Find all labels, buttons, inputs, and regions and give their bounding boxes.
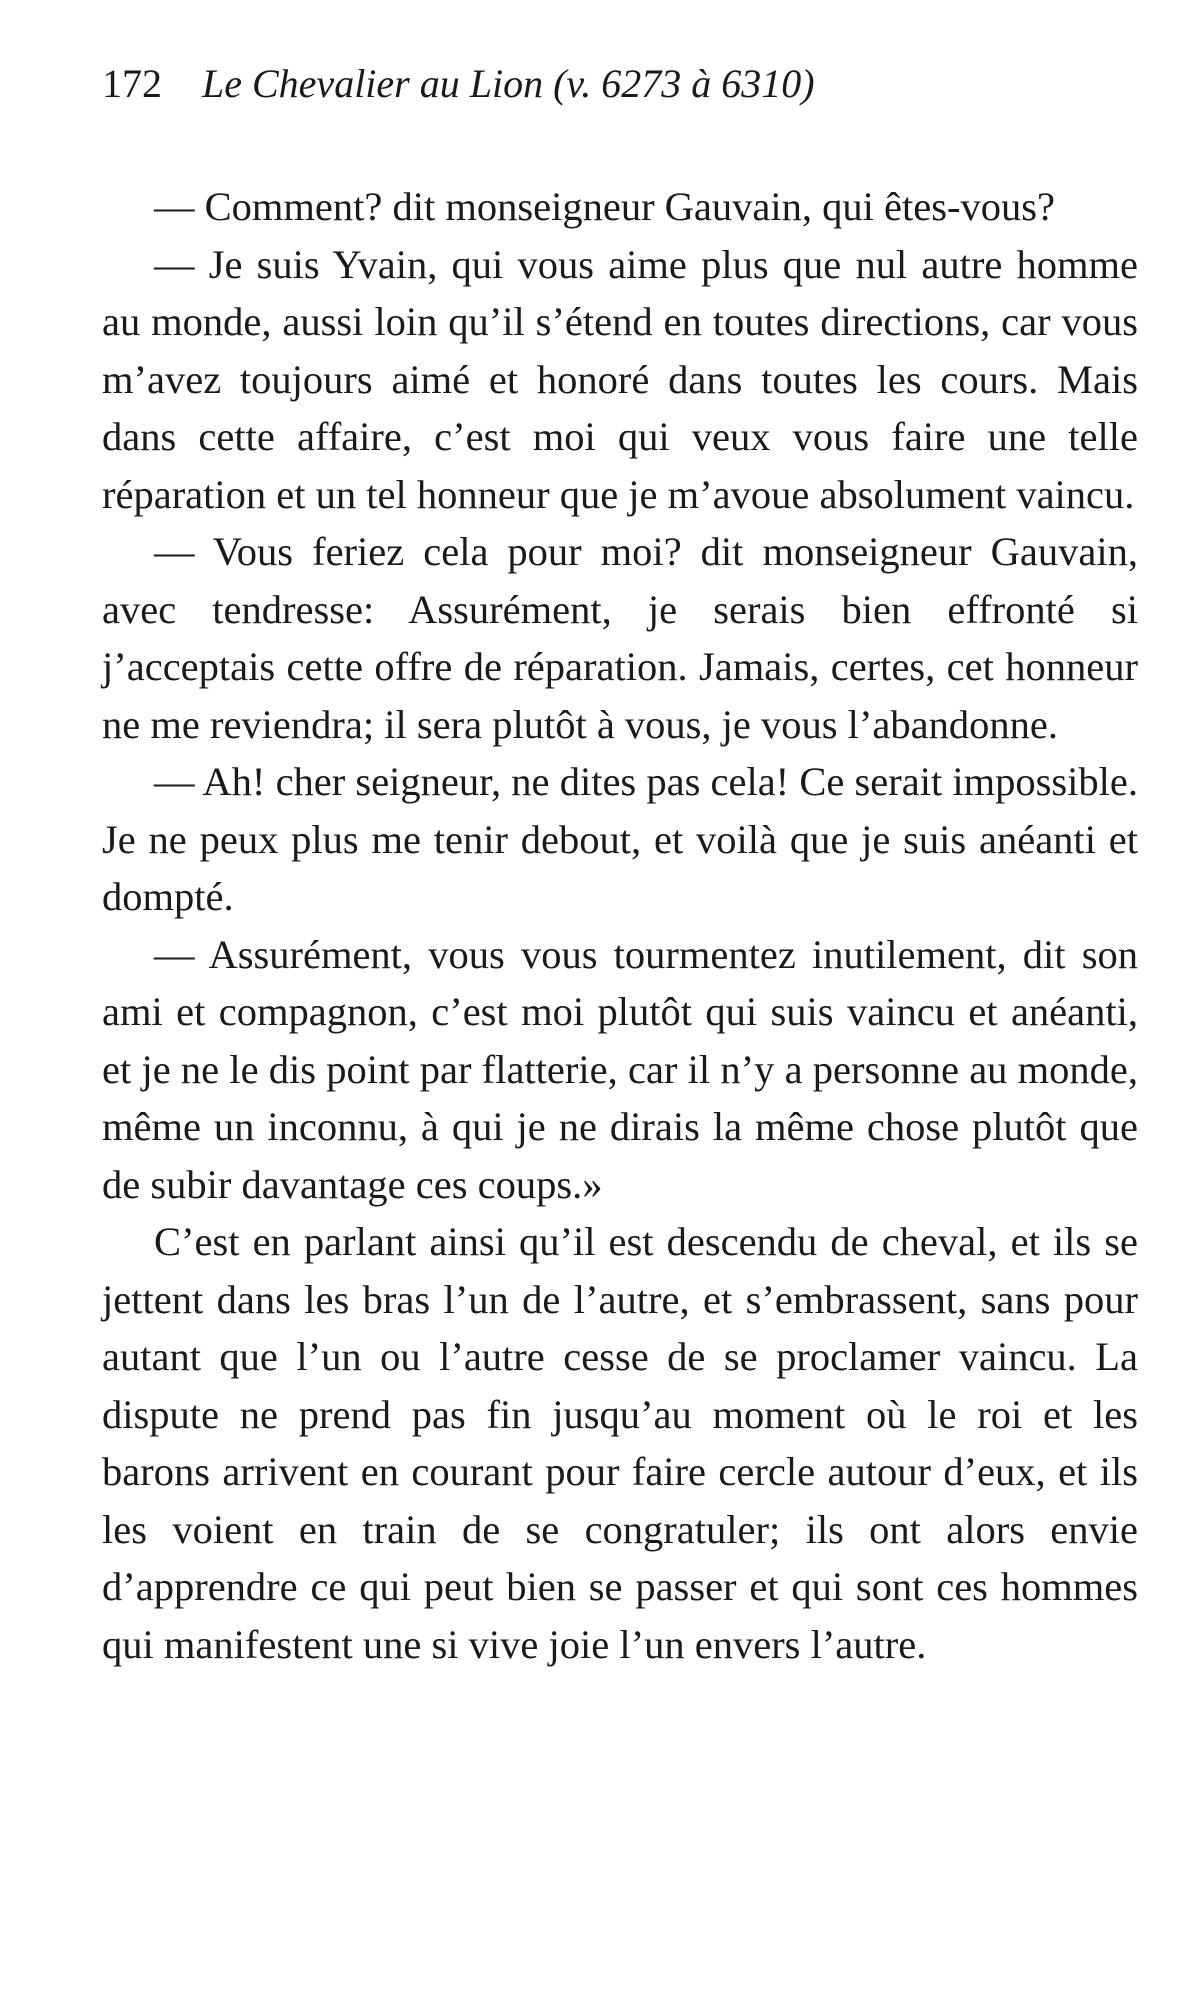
paragraph-yvain-reply: — Je suis Yvain, qui vous aime plus que nul autre homme au monde, aussi loin qu’il s’étend en toutes directions, car vous m’avez toujours aimé et honoré dans toutes les cours. Mais dans cette affaire, c’est moi qui veux vous faire une telle réparation et un tel honneur que je m’avoue absolument vaincu. bbox=[102, 241, 1138, 517]
paragraph-gauvain-question: — Comment? dit monseigneur Gauvain, qui êtes-vous? bbox=[154, 184, 1055, 229]
running-title: Le Chevalier au Lion (v. 6273 à 6310) bbox=[202, 61, 815, 106]
paragraph-yvain-protest: — Ah! cher seigneur, ne dites pas cela! Ce serait impossible. Je ne peux plus me tenir debout, et voilà que je suis anéanti et dompté. bbox=[102, 759, 1138, 919]
paragraph-gauvain-tenderness: — Vous feriez cela pour moi? dit monseigneur Gauvain, avec tendresse: Assurément, je serais bien effronté si j’acceptais cette offre de réparation. Jamais, certes, cet honneur ne me reviendra; il sera plutôt à vous, je vous l’abandonne. bbox=[102, 529, 1138, 747]
page-number: 172 bbox=[102, 61, 162, 106]
text-body bbox=[102, 178, 1138, 1673]
paragraph-companion-reply: — Assurément, vous vous tourmentez inutilement, dit son ami et compagnon, c’est moi plutôt qui suis vaincu et anéanti, et je ne le dis point par flatterie, car il n’y a personne au monde, même un inconnu, à qui je ne dirais la même chose plutôt que de subir davantage ces coups.» bbox=[102, 931, 1138, 1207]
paragraph-narration: C’est en parlant ainsi qu’il est descendu de cheval, et ils se jettent dans les bras l’un de l’autre, et s’embrassent, sans pour autant que l’un ou l’autre cesse de se proclamer vaincu. La dispute ne prend pas fin jusqu’au moment où le roi et les barons arrivent en courant pour faire cercle autour d’eux, et ils les voient en train de se congratuler; ils ont alors envie d’apprendre ce qui peut bien se passer et qui sont ces hommes qui manifestent une si vive joie l’un envers l’autre. bbox=[102, 1219, 1138, 1667]
running-header bbox=[102, 56, 1102, 112]
